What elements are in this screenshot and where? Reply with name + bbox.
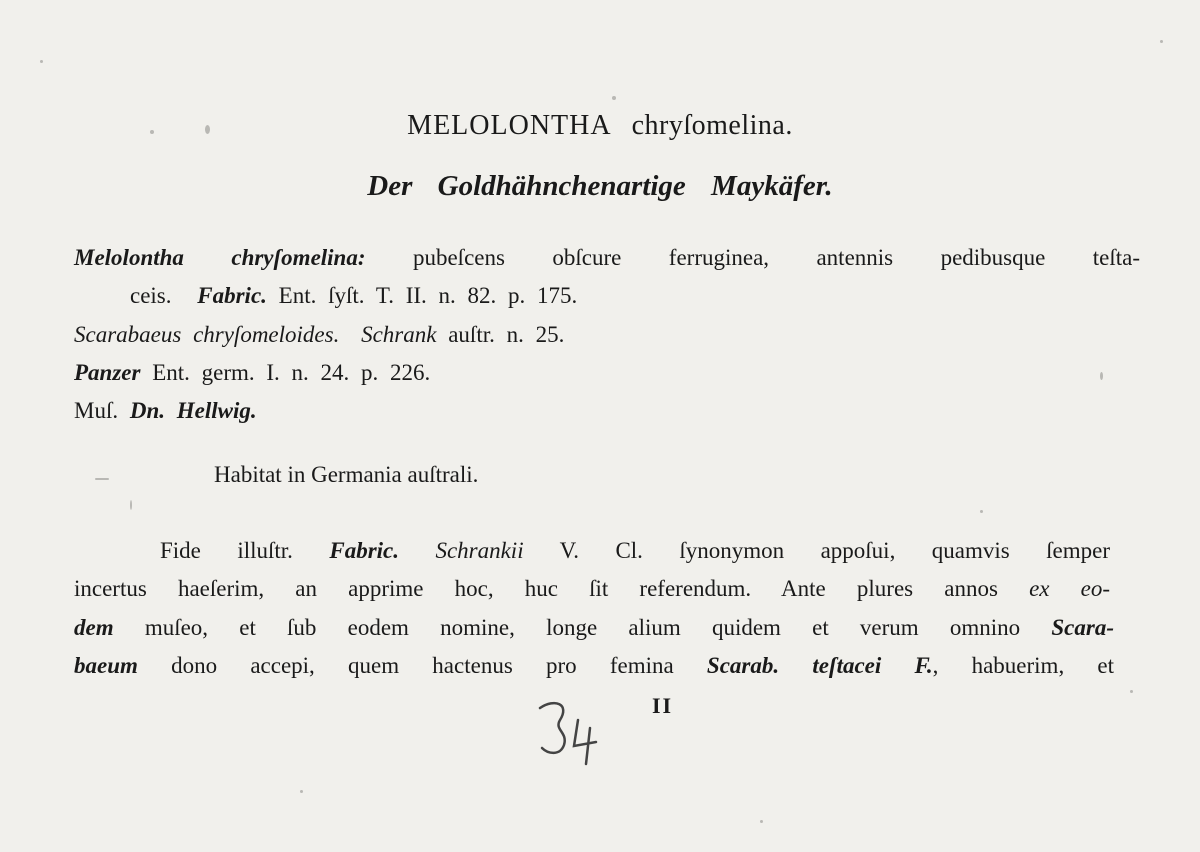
text-fragment: V. Cl. ſynonymon appoſui, quamvis ſemper [559, 538, 1110, 563]
synonym-line-3 [74, 322, 564, 348]
museum-abbrev: Muſ. [74, 398, 119, 423]
paragraph-line-4 [74, 653, 1114, 679]
paper-speck [760, 820, 763, 823]
reference-fabricius: Ent. ſyſt. T. II. n. 82. p. 175. [278, 283, 578, 308]
species-name: Scarab. teſtacei F. [706, 653, 933, 678]
paper-speck [95, 478, 109, 480]
paragraph-line-1 [160, 538, 1110, 564]
species-name: Melolontha chryſomelina: [74, 245, 366, 270]
author-fabricius: Fabric. [197, 283, 267, 308]
paper-speck [980, 510, 983, 513]
author-schrank: Schrank [361, 322, 437, 347]
author-panzer: Panzer [74, 360, 141, 385]
species-description: pubeſcens obſcure ferruginea, antennis pedibusque teſta- [412, 245, 1141, 270]
text-fragment: , habuerim, et [932, 653, 1114, 678]
title-genus: MELOLONTHA [407, 110, 612, 141]
text-fragment: Fide illuſtr. [160, 538, 293, 563]
author-fabricius: Fabric. [329, 538, 399, 563]
synonym-line-4 [74, 360, 430, 386]
synonym-line-2 [130, 283, 577, 309]
reference-panzer: Ent. germ. I. n. 24. p. 226. [152, 360, 431, 385]
synonym-name: Scarabaeus chryſomeloides. [74, 322, 340, 347]
author-schrank: Schrankii [435, 538, 524, 563]
paper-speck [300, 790, 303, 793]
paper-speck [1130, 690, 1133, 693]
title-species: chryſomelina. [631, 110, 793, 141]
signature-mark: II [652, 693, 674, 718]
species-name: baeum [74, 653, 138, 678]
paper-speck [40, 60, 43, 63]
text-fragment: muſeo, et ſub eodem nomine, longe alium quidem et verum omnino [144, 615, 1021, 640]
page-title [0, 110, 1200, 142]
paper-speck [130, 500, 132, 510]
museum-owner: Dn. Hellwig. [129, 398, 257, 423]
synonym-line-1 [74, 245, 1140, 271]
text-fragment-italic: ex eo- [1029, 576, 1111, 601]
description-end: ceis. [130, 283, 172, 308]
synonym-line-5 [74, 398, 257, 424]
text-fragment: dono accepi, quem hactenus pro femina [171, 653, 674, 678]
text-fragment-italic: dem [74, 615, 114, 640]
paragraph-line-2 [74, 576, 1110, 602]
paper-speck [612, 96, 616, 100]
paper-speck [1100, 372, 1103, 380]
handwritten-mark [530, 690, 610, 770]
reference-schrank: auſtr. n. 25. [448, 322, 565, 347]
german-name: Der Goldhähnchenartige Maykäfer. [367, 170, 833, 202]
species-name: Scara- [1051, 615, 1114, 640]
habitat-line: Habitat in Germania auſtrali. [214, 462, 479, 487]
text-fragment: incertus haeſerim, an apprime hoc, huc ſit referendum. Ante plures annos [74, 576, 998, 601]
paragraph-line-3 [74, 615, 1114, 641]
paper-speck [1160, 40, 1163, 43]
